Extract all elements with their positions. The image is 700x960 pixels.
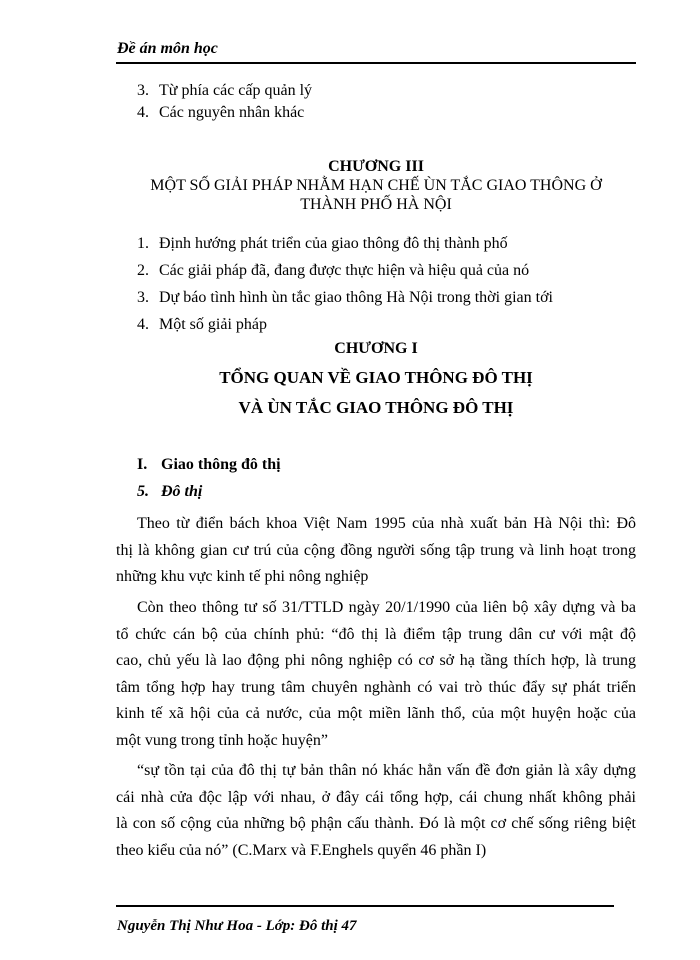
chapter-title-line: MỘT SỐ GIẢI PHÁP NHẰM HẠN CHẾ ÙN TẮC GIAO THÔNG Ở [150,177,602,194]
chapter-title-line: VÀ ÙN TẮC GIAO THÔNG ĐÔ THỊ [238,398,514,417]
subsection-heading [137,483,202,501]
list-item-text: Một số giải pháp [159,316,267,333]
list-item-number: 2. [137,262,149,279]
list-item-text: Các giải pháp đã, đang được thực hiện và hiệu quả của nó [159,262,530,279]
paragraph-line: theo kiểu của nó” (C.Marx và F.Enghels quyển 46 phần I) [116,841,487,859]
list-item-number: 4. [137,104,149,121]
chapter-title-line: THÀNH PHỐ HÀ NỘI [300,196,452,213]
section-heading [137,456,281,474]
paragraph-line: những khu vực kinh tế phi nông nghiệp [116,568,369,585]
list-item-number: 1. [137,235,149,252]
footer-rule [116,905,614,907]
list-item [137,262,529,280]
chapter-label: CHƯƠNG I [334,340,418,357]
list-item-number: 3. [137,289,149,306]
paragraph-line: kinh tế xã hội của cả nước, của một miền lãnh thổ, của một huyện hoặc của [116,705,636,722]
list-item-number: 3. [137,82,149,99]
chapter-title-line: TỔNG QUAN VỀ GIAO THÔNG ĐÔ THỊ [219,368,533,387]
paragraph-line: cái nhà cửa độc lập với nhau, ở đây cái tổng hợp, cái chung nhất không phải [116,788,636,806]
paragraph [116,511,636,591]
paragraph-line: Theo từ điển bách khoa Việt Nam 1995 của nhà xuất bản Hà Nội thì: Đô [137,515,636,532]
paragraph [116,595,636,754]
subsection-title: Đô thị [161,483,203,500]
chapter-label: CHƯƠNG III [328,158,424,175]
list-item [137,104,304,122]
subsection-number: 5. [137,483,149,500]
paragraph-line: “sự tồn tại của đô thị tự bản thân nó khác hẳn vấn đề đơn giản là xây dựng [137,762,636,779]
page-footer-author: Nguyễn Thị Như Hoa - Lớp: Đô thị 47 [117,918,357,934]
list-item [137,235,508,253]
paragraph-line: tổ chức cán bộ của chính phủ: “đô thị là điểm tập trung dân cư với mật độ [116,625,636,643]
list-item [137,82,312,100]
paragraph-line: tâm tổng hợp hay trung tâm chuyên nghành có vai trò thúc đẩy sự phát triển [116,678,636,696]
section-title: Giao thông đô thị [161,456,281,473]
list-item-text: Từ phía các cấp quản lý [159,82,313,99]
paragraph-line: cao, chủ yếu là lao động phi nông nghiệp có cơ sở hạ tầng thích hợp, là trung [116,652,636,669]
header-rule [116,62,636,64]
paragraph [116,758,636,864]
list-item-text: Dự báo tình hình ùn tắc giao thông Hà Nội trong thời gian tới [159,289,553,306]
list-item-text: Định hướng phát triển của giao thông đô thị thành phố [159,235,508,252]
paragraph-line: là con số cộng của những bộ phận cấu thành. Đó là một cơ chế sống riêng biệt [116,815,636,832]
list-item-number: 4. [137,316,149,333]
section-number: I. [137,456,148,473]
page-header-title: Đề án môn học [117,40,218,57]
paragraph-line: Còn theo thông tư số 31/TTLD ngày 20/1/1990 của liên bộ xây dựng và ba [137,599,636,616]
paragraph-line: thị là không gian cư trú của cộng đồng người sống tập trung và linh hoạt trong [116,541,636,559]
paragraph-line: một vung trong tỉnh hoặc huyện” [116,731,328,749]
list-item [137,289,553,307]
list-item [137,316,267,334]
list-item-text: Các nguyên nhân khác [159,104,305,121]
